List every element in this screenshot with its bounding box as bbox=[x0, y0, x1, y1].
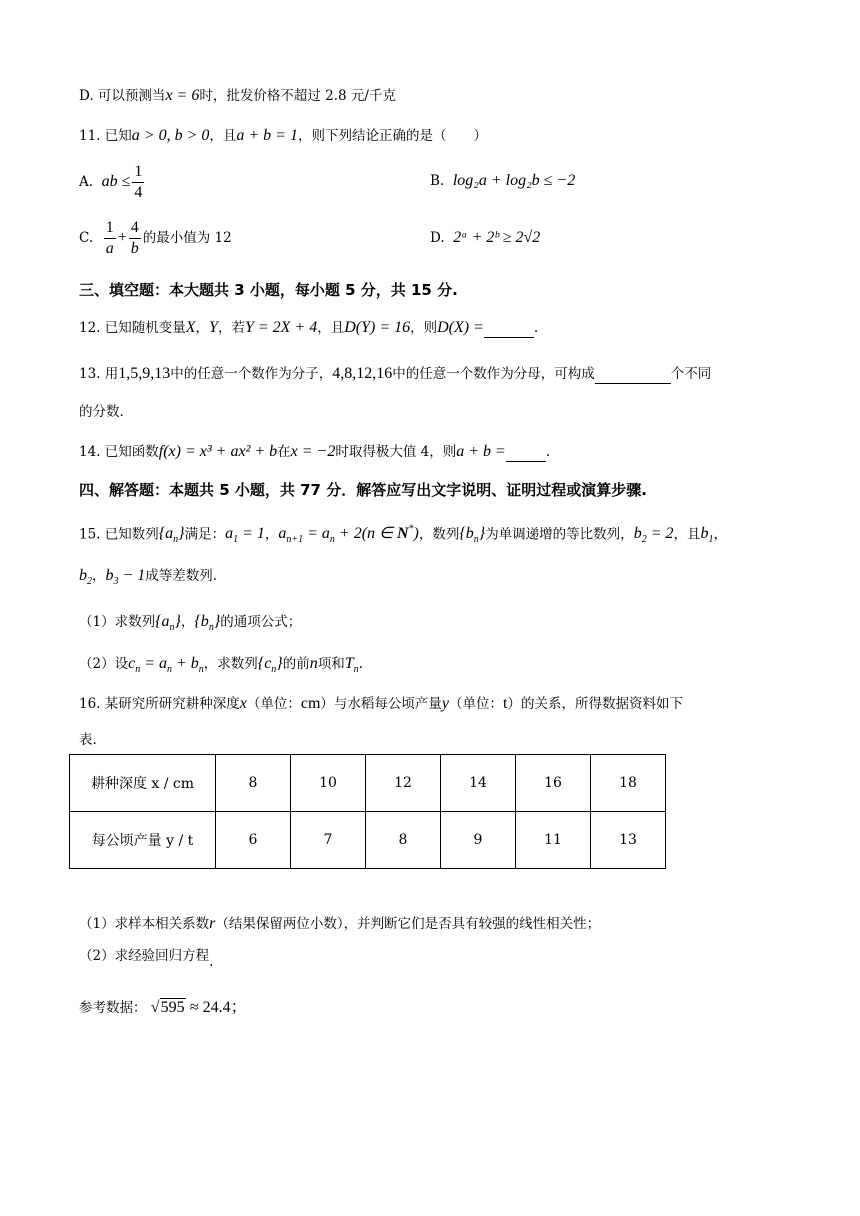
q15-p2d: 项和 bbox=[317, 656, 345, 672]
q11-option-d bbox=[430, 228, 540, 248]
q11-d-label: D. bbox=[430, 230, 445, 246]
table-header-yield: 每公顷产量 y / t bbox=[70, 812, 216, 869]
q15-p2b: ，求数列 bbox=[203, 656, 258, 672]
q15-p2a: （2）设 bbox=[79, 656, 129, 672]
q15-n: n bbox=[309, 655, 318, 672]
q11-a-fraction bbox=[132, 162, 144, 203]
q12-mid3: ，则 bbox=[410, 320, 438, 336]
q13-set1: 1,5,9,13 bbox=[118, 365, 171, 382]
q15-p2c: 的前 bbox=[282, 656, 310, 672]
q16-t: t bbox=[503, 695, 508, 712]
q11-option-b bbox=[430, 171, 575, 191]
q16-r: r bbox=[209, 915, 216, 932]
q14-mid2: 时取得极大值 4，则 bbox=[335, 444, 457, 460]
q12-answer-blank[interactable] bbox=[484, 323, 534, 338]
q13-line1 bbox=[79, 364, 711, 384]
table-cell: 9 bbox=[441, 812, 516, 869]
q15-cn-def: $c_n = a_n + b_n$ bbox=[128, 655, 204, 676]
q16-mid: ）与水稻每公顷产量 bbox=[320, 696, 442, 712]
q11-option-c bbox=[79, 216, 232, 260]
q15-b3: $b_3 - 1$ bbox=[105, 567, 146, 588]
q13-set2: 4,8,12,16 bbox=[332, 365, 393, 382]
q10-option-d bbox=[79, 86, 396, 106]
table-cell: 11 bbox=[516, 812, 591, 869]
q11-cond1: a > 0, b > 0 bbox=[131, 127, 210, 144]
q15-l1e: ，且 bbox=[673, 526, 701, 543]
q12-v2: Y bbox=[209, 319, 218, 336]
q16-part1 bbox=[79, 914, 600, 934]
q11-b-label: B. bbox=[430, 173, 445, 189]
q14-pt: x = −2 bbox=[290, 443, 336, 460]
q12-eq2: D(Y) = 16 bbox=[344, 319, 411, 336]
q16-cm: cm bbox=[300, 695, 321, 712]
table-cell: 18 bbox=[591, 755, 666, 812]
q11-c-d2: b bbox=[130, 239, 139, 257]
q11-c-plus: + bbox=[117, 229, 127, 246]
q15-l1b: 满足： bbox=[184, 526, 226, 543]
q16-x: x bbox=[239, 695, 247, 712]
q15-b1: $b_1$ bbox=[700, 525, 714, 546]
q15-p1b: 的通项公式； bbox=[220, 614, 302, 630]
q14-end: . bbox=[545, 444, 551, 460]
q11-b-expr: log₂a + log₂b ≤ −2 bbox=[452, 172, 576, 189]
q11-c-n2: 4 bbox=[129, 218, 141, 239]
table-header-depth: 耕种深度 x / cm bbox=[70, 755, 216, 812]
q15-cn: $\{c_n\}$ bbox=[257, 655, 283, 676]
q15-seq-a: $\{a_n\}$ bbox=[158, 525, 185, 546]
q16-ref-sqrt: 595 bbox=[160, 999, 185, 1016]
q15-a1: $a_1 = 1$ bbox=[225, 525, 265, 546]
q16-p1b: （结果保留两位小数），并判断它们是否具有较强的线性相关性； bbox=[215, 916, 601, 932]
q12-eq3: D(X) = bbox=[437, 319, 484, 336]
q15-recur: $a_{n+1} = a_n + 2(n$ ∈ N*) bbox=[278, 524, 419, 546]
q12-v1: X bbox=[185, 319, 196, 336]
q16-reference-data bbox=[79, 998, 247, 1018]
table-row bbox=[70, 755, 666, 812]
q15-b2b3: $b_2$ bbox=[79, 567, 92, 588]
sqrt-icon: √ bbox=[150, 999, 160, 1016]
section-4-heading: 四、解答题：本题共 5 小题，共 77 分．解答应写出文字说明、证明过程或演算步骤. bbox=[79, 481, 647, 499]
q15-l1d: 为单调递增的等比数列， bbox=[485, 526, 634, 543]
table-cell: 16 bbox=[516, 755, 591, 812]
table-cell: 13 bbox=[591, 812, 666, 869]
q11-c-frac1 bbox=[104, 218, 116, 259]
q11-a-label: A. bbox=[79, 174, 94, 190]
q15-tn: $T_n$ bbox=[344, 655, 359, 676]
q11-a-num: 1 bbox=[132, 162, 144, 183]
q16-y: y bbox=[441, 695, 450, 712]
q12-eq1: Y = 2X + 4 bbox=[244, 319, 318, 336]
q11-c-label: C. bbox=[79, 230, 94, 246]
q13-end1: 个不同 bbox=[670, 366, 712, 382]
q14-mid1: 在 bbox=[277, 444, 291, 460]
table-cell: 7 bbox=[291, 812, 366, 869]
q16-p1a: （1）求样本相关系数 bbox=[79, 916, 210, 932]
q13-mid2: 中的任意一个数作为分母，可构成 bbox=[392, 366, 595, 382]
q15-p1-bn: $\{b_n\}$ bbox=[194, 613, 221, 634]
q12-sep: ， bbox=[195, 320, 210, 336]
q11-c-n1: 1 bbox=[104, 218, 116, 239]
q14 bbox=[79, 442, 550, 462]
q11-c-text: 的最小值为 12 bbox=[142, 230, 232, 246]
q11-suffix: ，则下列结论正确的是（ ） bbox=[297, 128, 487, 144]
q10d-prefix: D. 可以预测当 bbox=[79, 88, 166, 104]
q11-prefix: 11. 已知 bbox=[79, 128, 132, 144]
q14-ask: a + b = bbox=[456, 443, 506, 460]
q16-end: ）的关系，所得数据资料如下 bbox=[507, 696, 683, 712]
q16-part2: （2）求经验回归方程. bbox=[79, 948, 214, 970]
q15-line2: $b_2$，$b_3 - 1$成等差数列. bbox=[79, 567, 218, 588]
table-cell: 12 bbox=[366, 755, 441, 812]
q15-part1: （1）求数列$\{a_n\}$，$\{b_n\}$的通项公式； bbox=[79, 613, 302, 634]
q12-mid2: ，且 bbox=[317, 320, 345, 336]
q11-option-a bbox=[79, 160, 146, 204]
q13-answer-blank[interactable] bbox=[595, 369, 671, 384]
q15-line1: 15. 已知数列$\{a_n\}$满足：$a_1 = 1$，$a_{n+1} = a_n + 2(n$ ∈ N*)，数列$\{b_n\}$为单调递增的等比数列，$b_2 = 2$，且$b_1$， bbox=[79, 524, 727, 546]
q16-data-table bbox=[69, 754, 666, 869]
q16-ref-label: 参考数据： bbox=[79, 1000, 147, 1016]
q10d-suffix: 时，批发价格不超过 2.8 元/千克 bbox=[199, 88, 396, 104]
q12-prefix: 12. 已知随机变量 bbox=[79, 320, 186, 336]
table-cell: 14 bbox=[441, 755, 516, 812]
q15-l2: 成等差数列. bbox=[145, 568, 218, 584]
q15-b2: $b_2 = 2$ bbox=[633, 525, 674, 546]
table-cell: 10 bbox=[291, 755, 366, 812]
q16-unit2: （单位： bbox=[449, 696, 504, 712]
q12-end: . bbox=[533, 320, 539, 336]
q11-a-lhs: ab ≤ bbox=[101, 173, 131, 190]
q13-mid1: 中的任意一个数作为分子， bbox=[170, 366, 333, 382]
q10d-math: x = 6 bbox=[165, 87, 200, 104]
q16-line2: 表. bbox=[79, 732, 97, 748]
table-row bbox=[70, 812, 666, 869]
section-3-heading: 三、填空题：本大题共 3 小题，每小题 5 分，共 15 分. bbox=[79, 281, 458, 299]
q16-line1 bbox=[79, 694, 683, 714]
q14-fn: f(x) = x³ + ax² + b bbox=[158, 443, 278, 460]
q16-p2: （2）求经验回归方程 bbox=[79, 948, 210, 964]
q15-p1-an: $\{a_n\}$ bbox=[155, 613, 181, 634]
q11-stem bbox=[79, 126, 487, 146]
q13-prefix: 13. 用 bbox=[79, 366, 119, 382]
q11-d-expr: 2ᵃ + 2ᵇ ≥ 2√2 bbox=[453, 229, 541, 246]
q11-c-d1: a bbox=[105, 239, 114, 257]
q15-l1c: ，数列 bbox=[418, 526, 460, 543]
table-cell: 6 bbox=[216, 812, 291, 869]
q14-answer-blank[interactable] bbox=[506, 447, 546, 462]
q15-seq-b: $\{b_n\}$ bbox=[459, 525, 486, 546]
q11-cond2: a + b = 1 bbox=[236, 127, 298, 144]
q12-mid1: ，若 bbox=[217, 320, 245, 336]
q11-c-frac2 bbox=[129, 218, 141, 259]
table-cell: 8 bbox=[366, 812, 441, 869]
q15-l1a: 15. 已知数列 bbox=[79, 526, 159, 543]
table-cell: 8 bbox=[216, 755, 291, 812]
q13-line2: 的分数. bbox=[79, 404, 124, 420]
q15-part2: （2）设$c_n = a_n + b_n$，求数列$\{c_n\}$的前n项和$T_n$. bbox=[79, 655, 363, 676]
q14-prefix: 14. 已知函数 bbox=[79, 444, 159, 460]
q11-a-den: 4 bbox=[134, 183, 143, 201]
q16-ref-value: ≈ 24.4； bbox=[189, 999, 247, 1016]
q16-unit1: （单位： bbox=[246, 696, 301, 712]
q11-mid: ，且 bbox=[209, 128, 237, 144]
q16-l1: 16. 某研究所研究耕种深度 bbox=[79, 696, 240, 712]
q15-p1a: （1）求数列 bbox=[79, 614, 156, 630]
q12 bbox=[79, 318, 538, 338]
